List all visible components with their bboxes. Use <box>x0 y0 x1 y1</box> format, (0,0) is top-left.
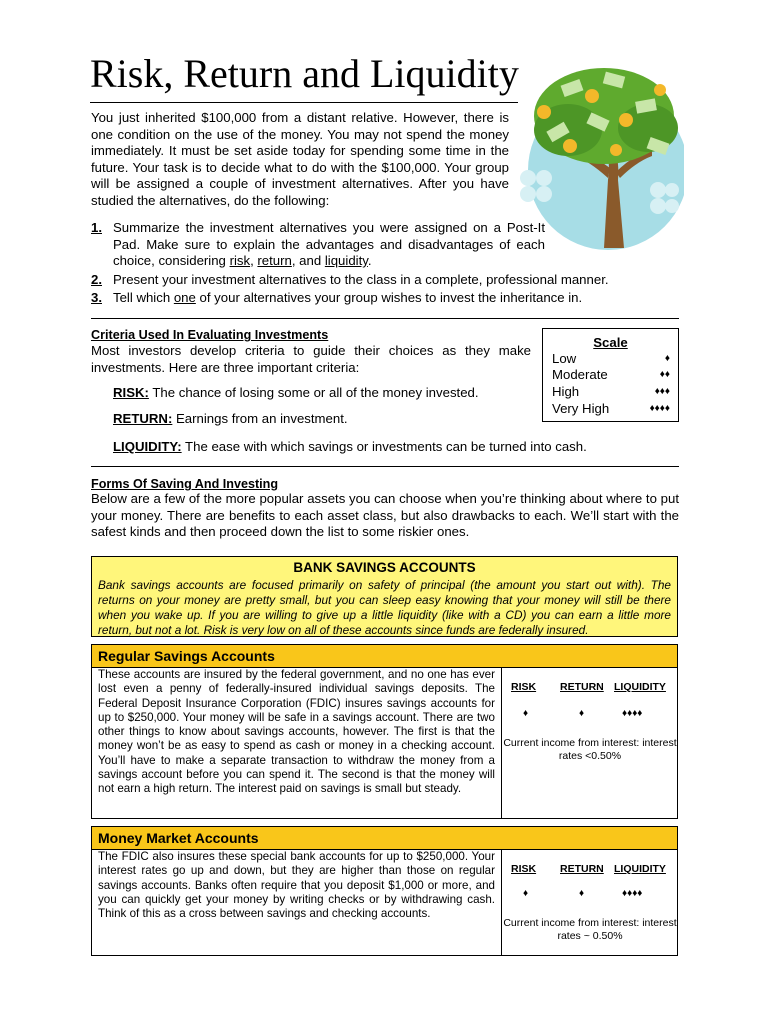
liquidity-label: LIQUIDITY: <box>113 439 182 454</box>
risk-rating: ♦ <box>523 708 529 719</box>
step-2 <box>91 272 651 289</box>
money-market-title: Money Market Accounts <box>92 827 677 850</box>
liquidity-rating: ♦♦♦♦ <box>622 708 643 719</box>
divider <box>91 466 679 467</box>
liquidity-header: LIQUIDITY <box>614 863 666 875</box>
bank-savings-text: Bank savings accounts are focused primarily on safety of principal (the amount you start out with). The returns on your money are pretty small, but you can sleep easy knowing that your money will still be there when you wake up. If you are willing to give up a little liquidity (like with a CD) you can earn a little more return, but not a lot. Risk is very low on all of these accounts since funds are federally insured. <box>98 577 671 637</box>
return-definition: RETURN: Earnings from an investment. <box>113 411 348 426</box>
interest-note: Current income from interest: interest rates <0.50% <box>503 737 677 762</box>
scale-row-moderate: Moderate ♦♦ <box>552 367 670 382</box>
regular-savings-section <box>91 644 678 819</box>
criteria-paragraph: Most investors develop criteria to guide their choices as they make investments. Here are three important criteria: <box>91 343 531 375</box>
risk-header: RISK <box>511 863 537 875</box>
diamond-icon: ♦♦♦♦ <box>649 403 670 414</box>
risk-label: RISK: <box>113 385 149 400</box>
diamond-icon: ♦♦ <box>659 369 670 380</box>
step-3 <box>91 290 651 307</box>
regular-savings-ratings <box>503 668 677 818</box>
liquidity-definition: LIQUIDITY: The ease with which savings or investments can be turned into cash. <box>113 439 587 454</box>
step-text: Summarize the investment alternatives you were assigned on a Post-It Pad. Make sure to explain the advantages and disadvantages of each choice, considering risk, return, and liquidity. <box>113 220 545 268</box>
return-rating: ♦ <box>579 708 585 719</box>
title-underline <box>90 102 518 103</box>
money-market-text: The FDIC also insures these special bank accounts for up to $250,000. Your interest rates go up and down, but they are higher than those on regular savings accounts. Banks often require that you deposit $1,000 or more, and you can quickly get your money by writing checks or by withdrawing cash. Think of this as a cross between savings and checking accounts. <box>92 850 502 955</box>
return-header: RETURN <box>560 681 604 693</box>
diamond-icon: ♦ <box>664 353 670 364</box>
steps-list <box>91 220 651 309</box>
forms-heading: Forms Of Saving And Investing <box>91 477 279 491</box>
return-label: RETURN: <box>113 411 173 426</box>
money-market-ratings <box>503 850 677 955</box>
return-header: RETURN <box>560 863 604 875</box>
risk-definition: RISK: The chance of losing some or all of the money invested. <box>113 385 479 400</box>
scale-row-high: High ♦♦♦ <box>552 384 670 399</box>
step-number: 1. <box>91 220 102 235</box>
forms-paragraph: Below are a few of the more popular assets you can choose when you’re thinking about where to put your money. There are benefits to each asset class, but also drawbacks to each. We’ll start with the safest kinds and then proceed down the list to some riskier ones. <box>91 491 679 539</box>
scale-legend <box>542 328 679 422</box>
intro-paragraph: You just inherited $100,000 from a distant relative. However, there is one condition on the use of the money. You may not spend the money immediately. It must be set aside today for spending some time in the future. Your task is to decide what to do with the $100,000. Your group will be assigned a couple of investment alternatives. After you have studied the alternatives, do the following: <box>91 110 509 208</box>
money-market-section <box>91 826 678 956</box>
scale-title: Scale <box>593 335 628 350</box>
interest-note: Current income from interest: interest rates ~ 0.50% <box>503 917 677 942</box>
criteria-heading: Criteria Used In Evaluating Investments <box>91 328 329 342</box>
regular-savings-text: These accounts are insured by the federal government, and no one has ever lost even a penny of federally-insured individual savings deposits. The Federal Deposit Insurance Corporation (FDIC) insures savings accounts for up to $250,000. Your money will be safe in a savings account. There are two other things to know about savings accounts, however. The first is that the money won’t be as easy to spend as cash or money in a checking account. You’ll have to make a separate transaction to withdraw the money from a savings account before you can spend it. The second is that the money will not earn a high return. The interest paid on savings is small but steady. <box>92 668 502 818</box>
scale-row-low: Low ♦ <box>552 351 670 366</box>
divider <box>91 318 679 319</box>
step-number: 2. <box>91 271 102 287</box>
regular-savings-title: Regular Savings Accounts <box>92 645 677 668</box>
bank-savings-box <box>91 556 678 637</box>
step-number: 3. <box>91 290 102 305</box>
bank-savings-title: BANK SAVINGS ACCOUNTS <box>293 560 476 575</box>
liquidity-rating: ♦♦♦♦ <box>622 888 643 899</box>
diamond-icon: ♦♦♦ <box>654 386 670 397</box>
risk-header: RISK <box>511 681 537 693</box>
return-rating: ♦ <box>579 888 585 899</box>
step-1 <box>91 220 545 270</box>
page-title: Risk, Return and Liquidity <box>90 51 519 96</box>
liquidity-header: LIQUIDITY <box>614 681 666 693</box>
step-text: Tell which one of your alternatives your group wishes to invest the inheritance in. <box>113 290 583 305</box>
risk-rating: ♦ <box>523 888 529 899</box>
step-text: Present your investment alternatives to the class in a complete, professional manner. <box>113 271 609 287</box>
scale-row-very-high: Very High ♦♦♦♦ <box>552 401 670 416</box>
